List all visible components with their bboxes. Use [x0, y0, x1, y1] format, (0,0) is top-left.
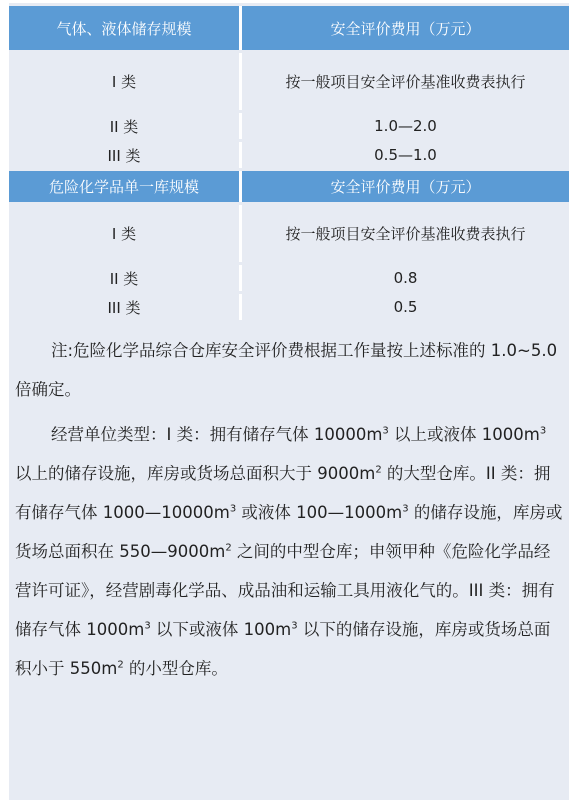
superscript-2: 2: [117, 659, 124, 671]
table-row: [9, 265, 569, 291]
table-row: [9, 294, 569, 320]
table1-header-fee: 安全评价费用（万元）: [239, 6, 569, 50]
superscript-2: 2: [375, 464, 382, 476]
table1-row2-fee: 1.0—2.0: [239, 113, 569, 139]
types-text-9: 以下的储存设施，库房或货场总面积小于 550m: [15, 620, 551, 678]
table1-row1-class: I 类: [9, 53, 239, 110]
types-text-4: 的大型仓库。II 类：拥有储存气体 1000—10000m: [15, 464, 551, 522]
notes-section: [9, 323, 569, 688]
table1-row1-fee: 按一般项目安全评价基准收费表执行: [239, 53, 569, 110]
table2-row2-fee: 0.8: [239, 265, 569, 291]
table1-row2-class: II 类: [9, 113, 239, 139]
superscript-2: 2: [225, 542, 232, 554]
table1-header-scale: 气体、液体储存规模: [9, 6, 239, 50]
table-row: [9, 113, 569, 139]
table-row: [9, 53, 569, 110]
table-row: [9, 205, 569, 262]
table2-row3-class: III 类: [9, 294, 239, 320]
table1-row3-class: III 类: [9, 142, 239, 168]
table-row: [9, 142, 569, 168]
types-text-7: 之间的中型仓库；申领甲种《危险化学品经营许可证》，经营剧毒化学品、成品油和运输工具用液化气的。III 类：拥有储存气体 1000m: [15, 542, 555, 639]
types-text-8: 以下或液体 100m: [150, 620, 292, 639]
table2-header-fee: 安全评价费用（万元）: [239, 171, 569, 202]
superscript-3: 3: [291, 620, 298, 632]
superscript-3: 3: [382, 425, 389, 437]
table1-row3-fee: 0.5—1.0: [239, 142, 569, 168]
table2-row1-fee: 按一般项目安全评价基准收费表执行: [239, 205, 569, 262]
superscript-3: 3: [144, 620, 151, 632]
superscript-3: 3: [539, 425, 547, 437]
types-text-10: 的小型仓库。: [123, 659, 228, 678]
table2-row3-fee: 0.5: [239, 294, 569, 320]
table2-header-row: [9, 171, 569, 202]
types-text-6: 的储存设施，库房或货场总面积在 550—9000m: [15, 503, 563, 561]
types-paragraph: [15, 415, 563, 688]
table2-row1-class: I 类: [9, 205, 239, 262]
superscript-3: 3: [229, 503, 237, 515]
table2-header-scale: 危险化学品单一库规模: [9, 171, 239, 202]
types-text-5: 或液体 100—1000m: [236, 503, 403, 522]
types-text-3: 以上的储存设施，库房或货场总面积大于 9000m: [15, 464, 376, 483]
table1-header-row: [9, 6, 569, 50]
table2-row2-class: II 类: [9, 265, 239, 291]
types-text-1: 经营单位类型：I 类：拥有储存气体 10000m: [51, 425, 383, 444]
superscript-3: 3: [402, 503, 409, 515]
document-page: [9, 3, 569, 800]
types-text-2: 以上或液体 1000m: [388, 425, 540, 444]
fee-table: [9, 3, 569, 323]
note-paragraph: 注:危险化学品综合仓库安全评价费根据工作量按上述标准的 1.0~5.0 倍确定。: [15, 341, 558, 399]
